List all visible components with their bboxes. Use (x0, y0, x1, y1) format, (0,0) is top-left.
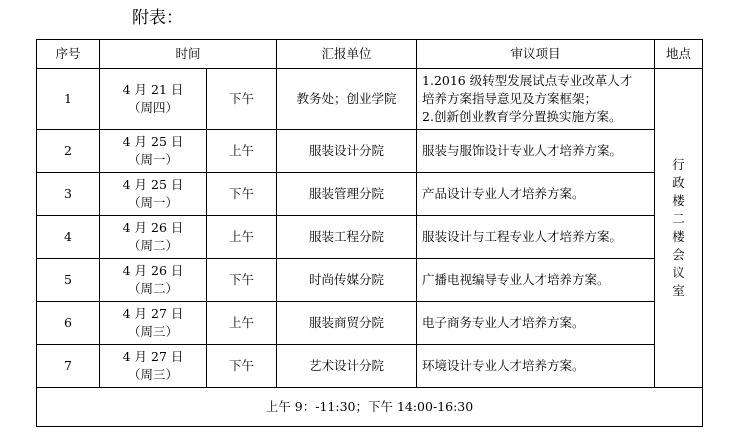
row-item-line: 环境设计专业人才培养方案。 (422, 358, 585, 373)
row-date (100, 173, 207, 216)
row-item-line: 服装设计与工程专业人才培养方案。 (422, 229, 623, 244)
row-unit: 服装设计分院 (277, 130, 417, 173)
row-item-line: 电子商务专业人才培养方案。 (422, 315, 585, 330)
row-period: 上午 (207, 302, 277, 345)
row-date-day: 4 月 25 日 (122, 177, 184, 192)
caption: 附表： (132, 8, 183, 28)
row-period: 上午 (207, 216, 277, 259)
row-item-line: 广播电视编导专业人才培养方案。 (422, 272, 610, 287)
row-date-day: 4 月 27 日 (122, 349, 184, 364)
row-date-weekday: （周三） (127, 324, 178, 339)
row-date-weekday: （周二） (127, 238, 178, 253)
row-item-line: 2.创新创业教育学分置换实施方案。 (422, 109, 622, 124)
row-unit: 服装管理分院 (277, 173, 417, 216)
row-item-line: 产品设计专业人才培养方案。 (422, 186, 585, 201)
row-items (417, 130, 655, 173)
location-char: 楼 (672, 193, 685, 208)
table-row (37, 345, 703, 388)
row-date (100, 69, 207, 130)
table-row (37, 69, 703, 130)
location-char: 议 (672, 265, 685, 280)
row-seq: 2 (37, 130, 100, 173)
row-items (417, 173, 655, 216)
row-unit: 服装商贸分院 (277, 302, 417, 345)
location-char: 二 (672, 211, 685, 226)
row-date-day: 4 月 21 日 (122, 82, 184, 97)
row-unit: 服装工程分院 (277, 216, 417, 259)
row-seq: 3 (37, 173, 100, 216)
row-date (100, 302, 207, 345)
row-unit: 时尚传媒分院 (277, 259, 417, 302)
row-period: 下午 (207, 69, 277, 130)
row-period: 下午 (207, 259, 277, 302)
footer-row (37, 388, 703, 427)
row-date (100, 345, 207, 388)
row-unit: 艺术设计分院 (277, 345, 417, 388)
row-date (100, 259, 207, 302)
row-seq: 1 (37, 69, 100, 130)
row-date-day: 4 月 27 日 (122, 306, 184, 321)
row-item-line: 培养方案指导意见及方案框架； (422, 91, 598, 106)
row-date (100, 216, 207, 259)
row-date-weekday: （周四） (127, 100, 178, 115)
location-char: 行 (672, 157, 685, 172)
row-date-weekday: （周一） (127, 195, 178, 210)
row-date (100, 130, 207, 173)
header-items: 审议项目 (417, 40, 655, 69)
header-time: 时间 (100, 40, 277, 69)
row-period: 下午 (207, 173, 277, 216)
schedule-table (36, 39, 703, 427)
row-date-day: 4 月 26 日 (122, 220, 184, 235)
row-date-weekday: （周一） (127, 152, 178, 167)
location-char: 室 (672, 283, 685, 298)
row-items (417, 259, 655, 302)
row-date-weekday: （周二） (127, 281, 178, 296)
table-row (37, 130, 703, 173)
row-item-line: 服装与服饰设计专业人才培养方案。 (422, 143, 623, 158)
location-char: 政 (672, 175, 685, 190)
row-items (417, 345, 655, 388)
session-hours: 上午 9：-11:30；下午 14:00-16:30 (37, 388, 703, 427)
row-date-weekday: （周三） (127, 367, 178, 382)
table-row (37, 302, 703, 345)
table-row (37, 216, 703, 259)
row-date-day: 4 月 25 日 (122, 134, 184, 149)
row-seq: 5 (37, 259, 100, 302)
header-unit: 汇报单位 (277, 40, 417, 69)
row-unit: 教务处；创业学院 (277, 69, 417, 130)
row-items (417, 216, 655, 259)
row-items (417, 302, 655, 345)
row-period: 上午 (207, 130, 277, 173)
row-seq: 6 (37, 302, 100, 345)
table-row (37, 259, 703, 302)
row-seq: 4 (37, 216, 100, 259)
location-cell (655, 69, 703, 388)
header-row (37, 40, 703, 69)
header-location: 地点 (655, 40, 703, 69)
row-item-line: 1.2016 级转型发展试点专业改革人才 (422, 73, 633, 88)
table-row (37, 173, 703, 216)
location-char: 会 (672, 247, 685, 262)
row-period: 下午 (207, 345, 277, 388)
row-seq: 7 (37, 345, 100, 388)
location-char: 楼 (672, 229, 685, 244)
row-items (417, 69, 655, 130)
row-date-day: 4 月 26 日 (122, 263, 184, 278)
header-seq: 序号 (37, 40, 100, 69)
